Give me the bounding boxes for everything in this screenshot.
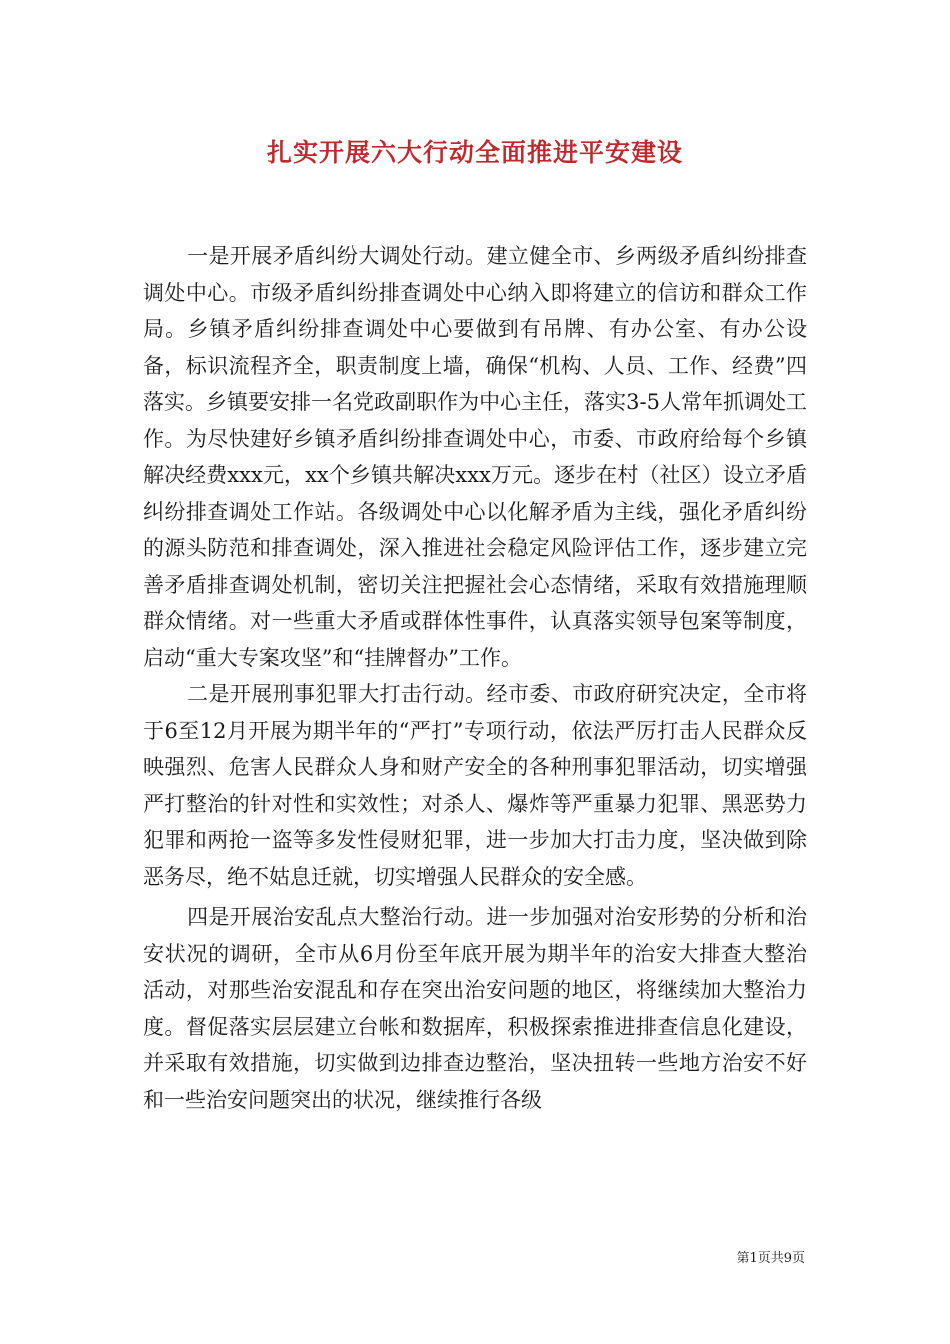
paragraph-conflict-mediation: 一是开展矛盾纠纷大调处行动。建立健全市、乡两级矛盾纠纷排查调处中心。市级矛盾纠纷排查调处中心纳入即将建立的信访和群众工作局。乡镇矛盾纠纷排查调处中心要做到有吊牌、有办公室、有办公设备，标识流程齐全，职责制度上墙，确保“机构、人员、工作、经费”四落实。乡镇要安排一名党政副职作为中心主任，落实3-5人常年抓调处工作。为尽快建好乡镇矛盾纠纷排查调处中心，市委、市政府给每个乡镇解决经费xxx元，xx个乡镇共解决xxx万元。逐步在村（社区）设立矛盾纠纷排查调处工作站。各级调处中心以化解矛盾为主线，强化矛盾纠纷的源头防范和排查调处，深入推进社会稳定风险评估工作，逐步建立完善矛盾排查调处机制，密切关注把握社会心态情绪，采取有效措施理顺群众情绪。对一些重大矛盾或群体性事件，认真落实领导包案等制度，启动“重大专案攻坚”和“挂牌督办”工作。 [143,244,807,670]
document-body [143,238,807,1118]
paragraph-public-order: 四是开展治安乱点大整治行动。进一步加强对治安形势的分析和治安状况的调研，全市从6月份至年底开展为期半年的治安大排查大整治活动，对那些治安混乱和存在突出治安问题的地区，将继续加大整治力度。督促落实层层建立台帐和数据库，积极探索推进排查信息化建设，并采取有效措施，切实做到边排查边整治，坚决扭转一些地方治安不好和一些治安问题突出的状况，继续推行各级 [143,905,807,1112]
page-number: 第1页共9页 [736,1251,805,1266]
document-title: 扎实开展六大行动全面推进平安建设 [266,138,683,167]
paragraph-crime-crackdown: 二是开展刑事犯罪大打击行动。经市委、市政府研究决定，全市将于6至12月开展为期半年的“严打”专项行动，依法严厉打击人民群众反映强烈、危害人民群众人身和财产安全的各种刑事犯罪活动，切实增强严打整治的针对性和实效性；对杀人、爆炸等严重暴力犯罪、黑恶势力犯罪和两抢一盗等多发性侵财犯罪，进一步加大打击力度，坚决做到除恶务尽，绝不姑息迁就，切实增强人民群众的安全感。 [143,682,807,889]
